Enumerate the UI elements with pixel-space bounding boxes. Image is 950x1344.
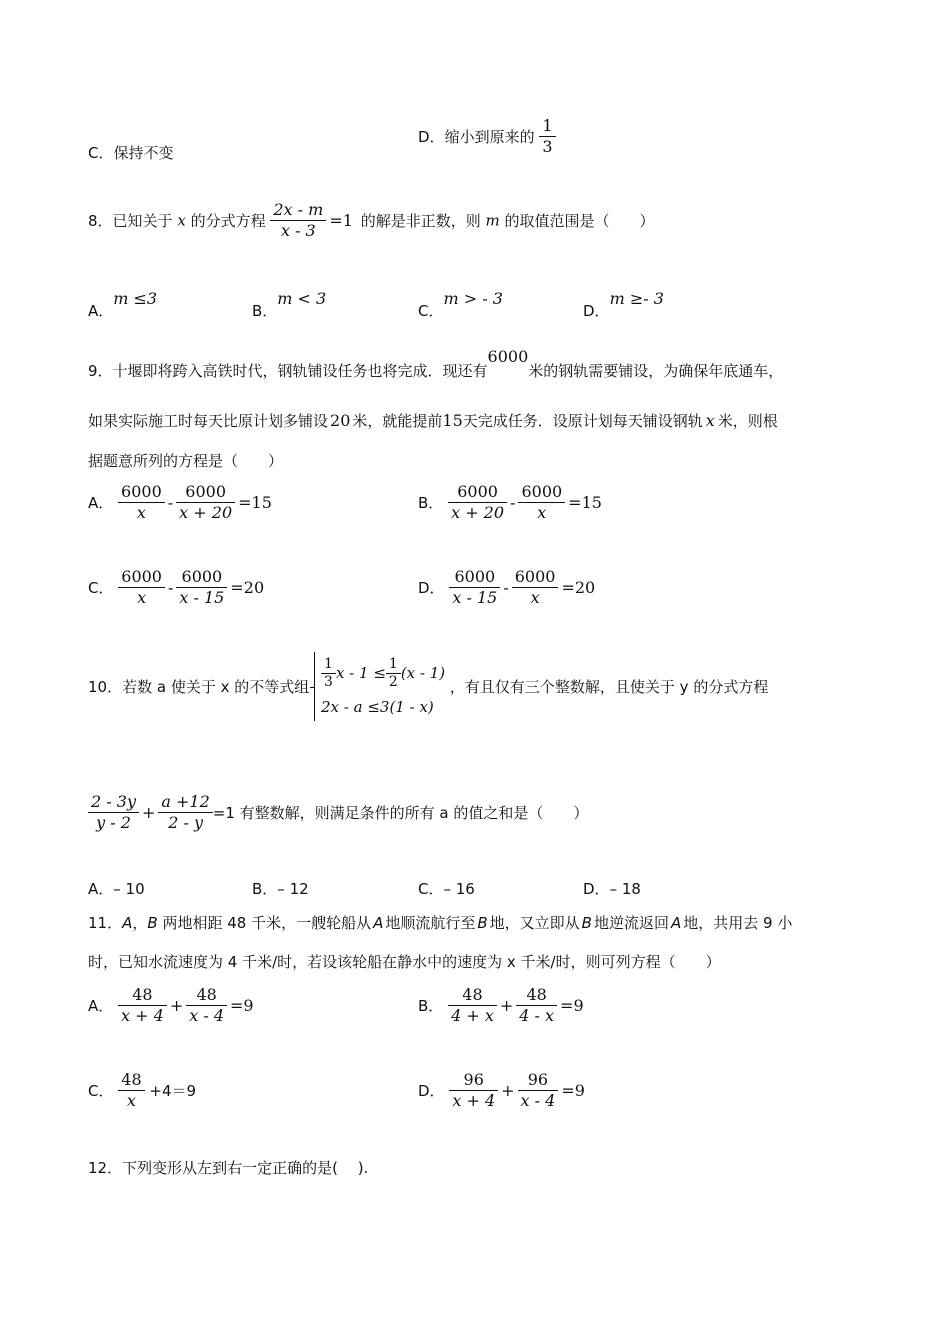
q8-stem: 8．已知关于 x 的分式方程 $\frac{2x - m}{x - 3}$ =1 的解是非正数，则 m 的取值范围是（ ） [88,200,655,240]
q8-option-a: A．m ≤3 [88,289,158,320]
q9-line-2: 如果实际施工时每天比原计划多铺设 20 米，就能提前15天完成任务．设原计划每天铺设钢轨 x 米，则根 [88,411,778,430]
q11-line-1: 11．A，B 两地相距 48 千米，一艘轮船从 A 地顺流航行至 B 地，又立即从 B 地逆流返回 A 地，共用去 9 小 [88,914,793,932]
q9-option-b: B． $\frac{6000}{x + 20}$ - $\frac{6000}{x}$ =15 [418,482,602,522]
q9-line-3: 据题意所列的方程是（ ） [88,452,284,470]
q8-option-b: B．m < 3 [252,289,327,320]
q10-inequality-system: $\frac{1}{3}$ x - 1 ≤ $\frac{1}{2}$ (x - 1) 2x - a ≤3(1 - x) [314,652,445,721]
q9-option-d: D． $\frac{6000}{x - 15}$ - $\frac{6000}{x}$ =20 [418,567,596,607]
q7-option-d-text: 缩小到原来的 [444,128,535,146]
q11-option-b: B． $\frac{48}{4 + x}$ + $\frac{48}{4 - x}$ =9 [418,985,584,1025]
q10-option-a: A．– 10 [88,880,145,898]
q9-line-1: 9．十堰即将跨入高铁时代，钢轨铺设任务也将完成．现还有6000米的钢轨需要铺设，为确保年底通车， [88,347,784,380]
q10-option-c: C．– 16 [418,880,475,898]
q7-option-c-label: C． [88,144,114,162]
q8-fraction: $\frac{2x - m}{x - 3}$ [270,200,326,241]
q10-stem: 10．若数 a 使关于 x 的不等式组 $\frac{1}{3}$ x - 1 ≤ $\frac{1}{2}$ (x - 1) 2x - a ≤3(1 - x) ，有且仅有三个整数解，且使关于 y 的分式方程 [88,652,768,721]
q9-option-a: A． $\frac{6000}{x}$ - $\frac{6000}{x + 20}$ =15 [88,482,272,522]
q8-option-c: C．m > - 3 [418,289,503,320]
q11-option-a: A． $\frac{48}{x + 4}$ + $\frac{48}{x - 4}$ =9 [88,985,254,1025]
q7-option-d-fraction: $\frac{1}{3}$ [539,116,555,157]
q7-option-c [88,142,174,163]
q11-option-c: C． $\frac{48}{x}$ +4＝9 [88,1070,197,1110]
q10-equation-line: $\frac{2 - 3y}{y - 2}$ + $\frac{a +12}{2 - y}$ =1 有整数解，则满足条件的所有 a 的值之和是（ ） [88,792,588,833]
q11-option-d: D． $\frac{96}{x + 4}$ + $\frac{96}{x - 4}$ =9 [418,1070,585,1110]
q11-line-2: 时，已知水流速度为 4 千米/时，若设该轮船在静水中的速度为 x 千米/时，则可列方程（ ） [88,953,721,971]
q7-option-d [418,116,556,157]
q8-option-d: D．m ≥- 3 [583,289,664,320]
q10-option-b: B．– 12 [252,880,309,898]
q10-option-d: D．– 18 [583,880,641,898]
q7-option-c-text: 保持不变 [113,144,174,162]
q9-option-c: C． $\frac{6000}{x}$ - $\frac{6000}{x - 15}$ =20 [88,567,265,607]
q7-option-d-label: D． [418,128,445,146]
q12-stem: 12．下列变形从左到右一定正确的是( ). [88,1159,369,1177]
